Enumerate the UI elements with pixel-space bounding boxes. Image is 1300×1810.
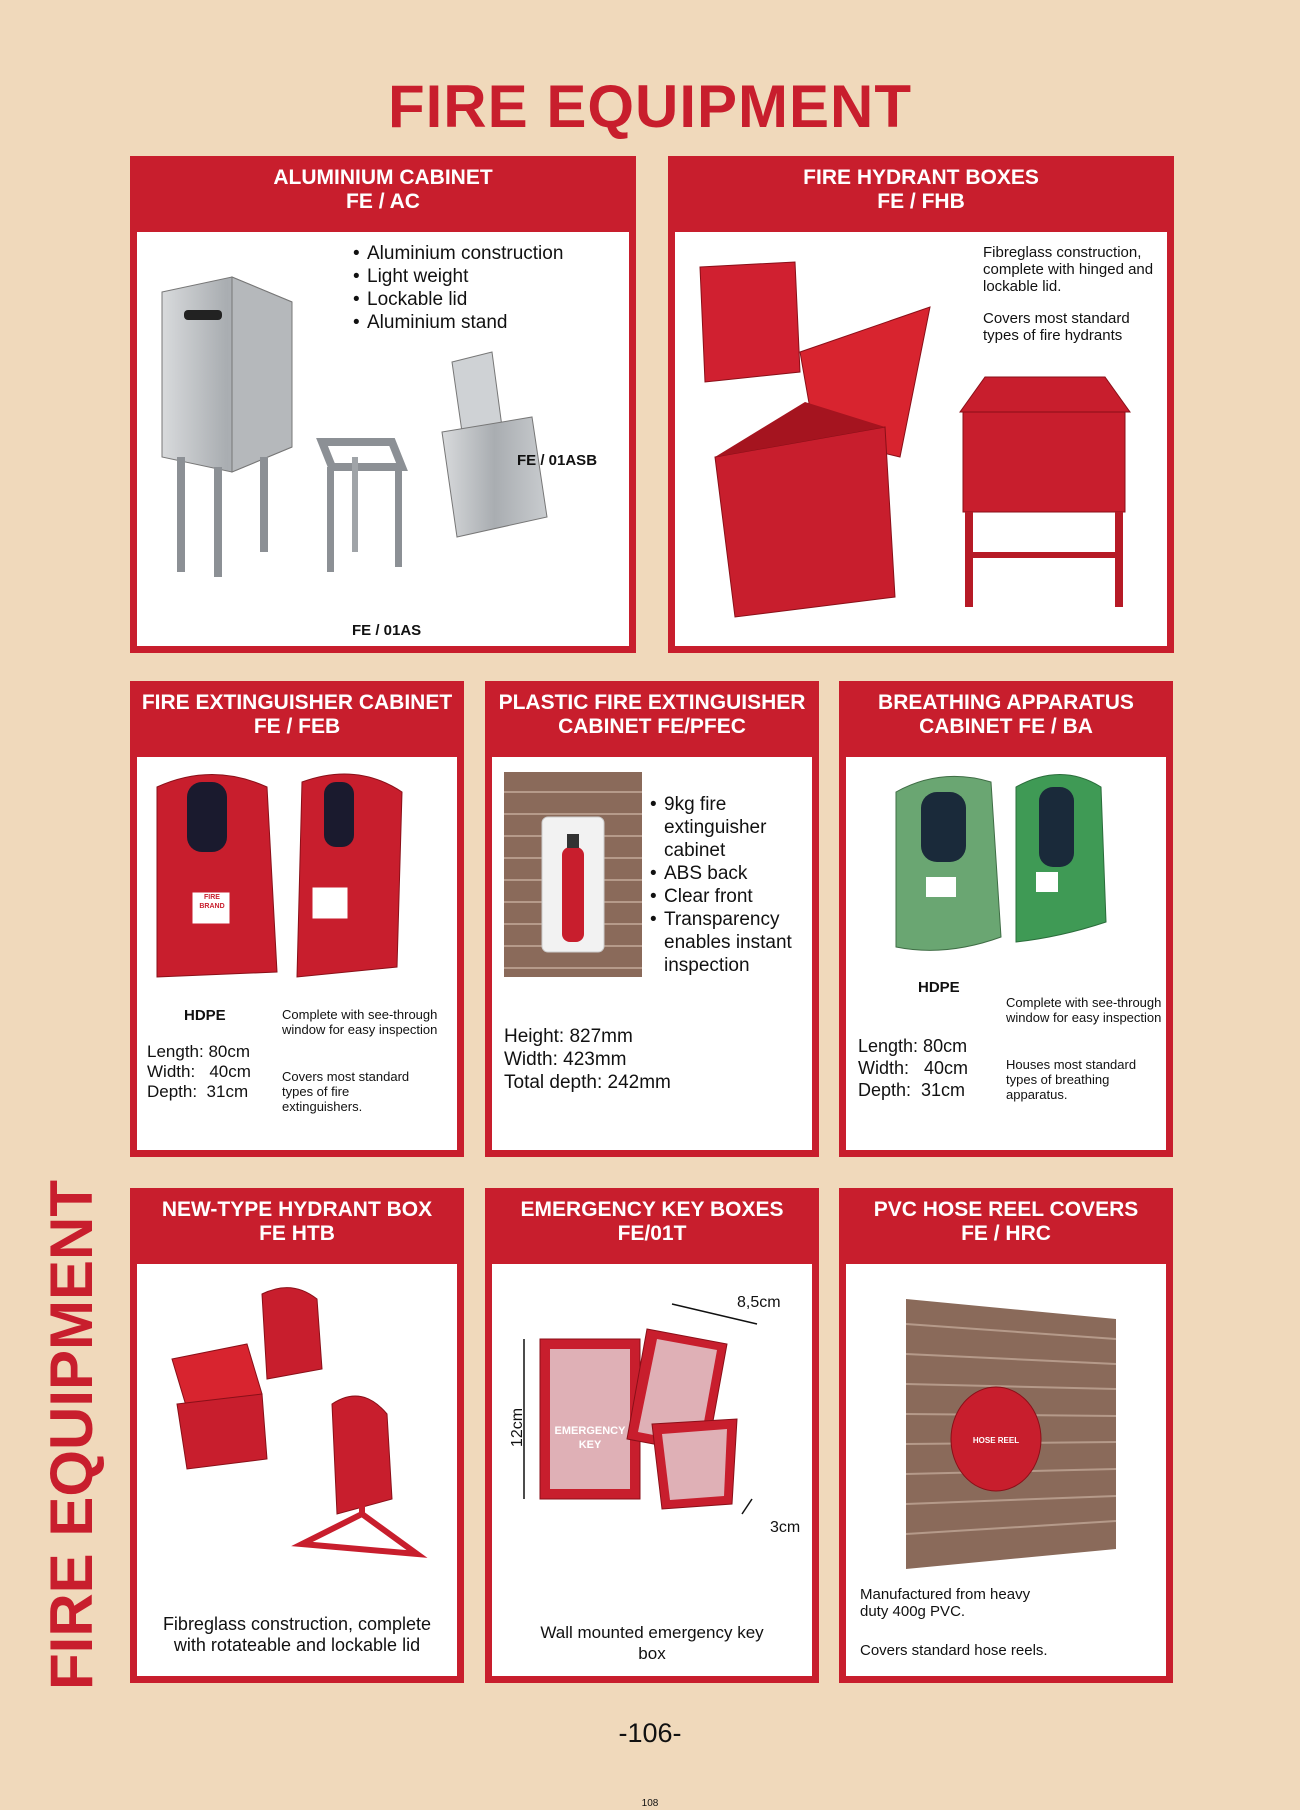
feature-item: • Aluminium construction [353,242,623,265]
dimension-width: Width: 423mm [504,1049,627,1070]
extinguisher-cabinet-image [152,767,452,987]
breathing-cabinet-image [891,767,1131,967]
description-2: Covers most standard types of fire extinguishers. [282,1069,410,1114]
card-body [137,1264,457,1676]
dimension-depth: Depth: 31cm [147,1082,249,1101]
dimension-length: Length: 80cm [147,1042,251,1061]
card-title: FIRE EXTINGUISHER CABINET [141,691,453,714]
card-title: NEW-TYPE HYDRANT BOX [161,1198,433,1221]
dimension-width: Width: 40cm [147,1062,251,1081]
card-title: PVC HOSE REEL COVERS [873,1198,1139,1221]
dimension-length: Length: 80cm [858,1036,968,1056]
card-body [846,1264,1166,1676]
card-code: FE/01T [617,1222,687,1245]
footer-number: 108 [641,1798,659,1809]
dimension-height: Height: 827mm [504,1026,633,1047]
material-label: HDPE [184,1007,226,1024]
description: Wall mounted emergency key box [540,1623,764,1663]
side-title: FIRE EQUIPMENT [38,1179,105,1690]
card-code: FE HTB [259,1222,335,1245]
card-body [137,232,629,646]
description-2: Covers standard hose reels. [860,1642,1048,1659]
material-label: HDPE [918,979,960,996]
dimension-height-label: 12cm [509,1407,527,1448]
card-title: EMERGENCY KEY BOXES [520,1198,784,1221]
aluminium-cabinet-image [152,272,632,612]
hydrant-box-image [685,252,1165,642]
feature-list [650,793,810,977]
card-aluminium-cabinet [130,156,636,653]
key-box-label: EMERGENCY KEY [554,1425,626,1451]
card-emergency-key-boxes [485,1188,819,1683]
feature-item: • Aluminium stand [353,311,623,334]
description-1: Manufactured from heavy duty 400g PVC. [860,1586,1031,1620]
card-body [492,757,812,1150]
feature-item: • Transparency enables instant inspection [650,908,810,977]
reel-label: HOSE REEL [972,1436,1020,1445]
card-fire-extinguisher-cabinet [130,681,464,1157]
card-code: CABINET FE/PFEC [558,715,746,738]
description-1: Complete with see-through window for easy inspection [282,1007,438,1037]
key-box-image [502,1304,812,1544]
card-code: FE / HRC [961,1222,1051,1245]
card-body [846,757,1166,1150]
feature-item: • Clear front [650,885,810,908]
card-breathing-apparatus-cabinet [839,681,1173,1157]
plastic-cabinet-image [504,772,642,977]
card-code: FE / FHB [877,190,965,213]
hydrant-box-image [152,1284,452,1604]
hose-reel-image [906,1299,1156,1569]
feature-item: • Lockable lid [353,288,623,311]
card-title: ALUMINIUM CABINET [273,166,493,189]
card-body [675,232,1167,646]
cabinet-label: FIRE BRAND [199,894,225,910]
description-1: Complete with see-through window for easy inspection [1006,995,1162,1025]
feature-item: • ABS back [650,862,810,885]
label-fe-01asb: FE / 01ASB [517,452,598,469]
card-title: BREATHING APPARATUS [878,691,1134,714]
card-code: CABINET FE / BA [919,715,1093,738]
card-title: PLASTIC FIRE EXTINGUISHER [498,691,806,714]
feature-item: • Light weight [353,265,623,288]
description: Fibreglass construction, complete with rotateable and lockable lid [162,1614,432,1655]
feature-item: • 9kg fire extinguisher cabinet [650,793,810,862]
card-fire-hydrant-boxes [668,156,1174,653]
card-new-type-hydrant-box [130,1188,464,1683]
card-pvc-hose-reel-covers [839,1188,1173,1683]
card-plastic-extinguisher-cabinet [485,681,819,1157]
card-code: FE / FEB [253,715,341,738]
card-body [137,757,457,1150]
card-body [492,1264,812,1676]
page-number: -106- [618,1718,682,1748]
dimension-width: Width: 40cm [858,1058,969,1078]
page-title: FIRE EQUIPMENT [387,73,913,140]
dimension-depth: Depth: 31cm [858,1080,966,1100]
card-code: FE / AC [346,190,420,213]
dimensions [858,1035,968,1101]
dimension-depth-label: 3cm [770,1519,801,1536]
label-fe-01as: FE / 01AS [352,622,422,639]
description-2: Houses most standard types of breathing apparatus. [1006,1057,1137,1102]
card-title: FIRE HYDRANT BOXES [803,166,1039,189]
dimensions [147,1042,251,1102]
description-2: Covers most standard types of fire hydrants [983,310,1130,344]
dimension-depth: Total depth: 242mm [504,1072,671,1093]
description-1: Fibreglass construction, complete with hinged and lockable lid. [983,244,1154,295]
dimensions [504,1025,671,1094]
dimension-width-label: 8,5cm [737,1294,781,1311]
